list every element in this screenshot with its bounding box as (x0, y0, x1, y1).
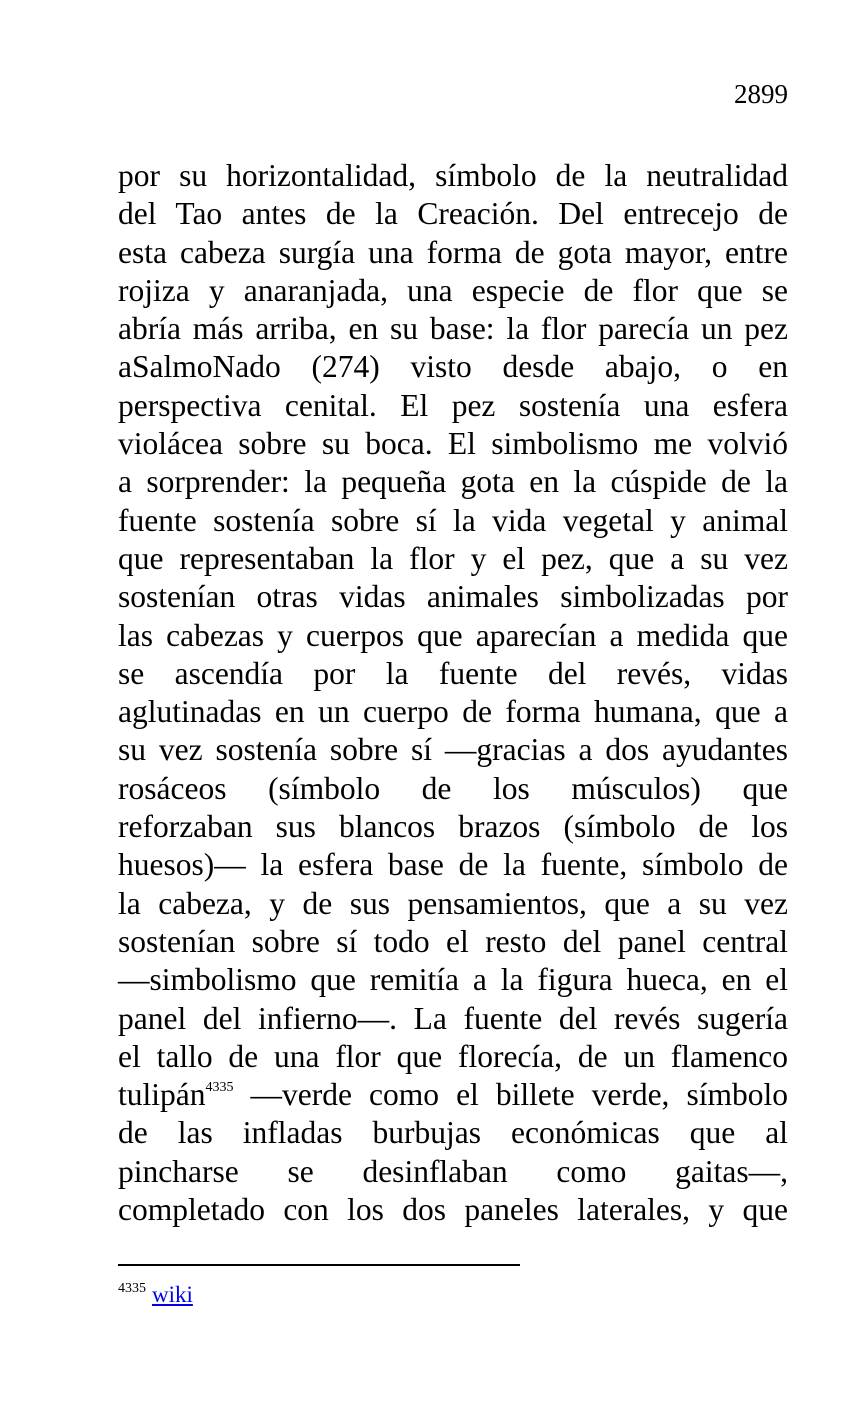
paragraph-line: huesos)— la esfera base de la fuente, símbolo de (118, 847, 788, 883)
paragraph-line: fuente sostenía sobre sí la vida vegetal y animal (118, 502, 788, 538)
paragraph-line: a sorprender: la pequeña gota en la cúspide de la (118, 464, 788, 500)
paragraph-lines-before-footnote-ref (118, 157, 788, 1076)
paragraph-line: perspectiva cenital. El pez sostenía una esfera (118, 387, 788, 423)
paragraph-line: completado con los dos paneles laterales, y que (118, 1192, 788, 1228)
ref-line-end: —verde como el billete verde, símbolo (233, 1077, 788, 1113)
paragraph-line: reforzaban sus blancos brazos (símbolo de los (118, 809, 788, 845)
paragraph-line: violácea sobre su boca. El simbolismo me volvió (118, 426, 788, 462)
paragraph-line: por su horizontalidad, símbolo de la neutralidad (118, 158, 788, 193)
page-number: 2899 (734, 79, 788, 109)
footnote-separator (118, 1264, 520, 1266)
footnote (118, 1280, 193, 1310)
paragraph-line: abría más arriba, en su base: la flor parecía un pez (118, 311, 788, 347)
paragraph-line: pincharse se desinflaban como gaitas—, (118, 1153, 788, 1189)
paragraph-line: las cabezas y cuerpos que aparecían a medida que (118, 617, 788, 653)
paragraph-line: aSalmoNado (274) visto desde abajo, o en (118, 349, 788, 385)
paragraph-line: —simbolismo que remitía a la figura hueca, en el (118, 962, 788, 998)
paragraph-line: que representaban la flor y el pez, que a su vez (118, 540, 788, 576)
paragraph-line: aglutinadas en un cuerpo de forma humana, que a (118, 694, 788, 730)
body-paragraph (118, 157, 788, 1229)
paragraph-line: su vez sostenía sobre sí —gracias a dos ayudantes (118, 732, 788, 768)
paragraph-line-with-footnote-ref (118, 1076, 788, 1114)
paragraph-line: el tallo de una flor que florecía, de un flamenco (118, 1038, 788, 1074)
paragraph-line: la cabeza, y de sus pensamientos, que a su vez (118, 885, 788, 921)
paragraph-line: panel del infierno—. La fuente del revés sugería (118, 1000, 788, 1036)
paragraph-line: esta cabeza surgía una forma de gota mayor, entre (118, 234, 788, 270)
footnote-reference[interactable]: 4335 (205, 1080, 234, 1096)
footnote-marker: 4335 (118, 1281, 146, 1296)
paragraph-line: sostenían otras vidas animales simbolizadas por (118, 579, 788, 615)
paragraph-line: rosáceos (símbolo de los músculos) que (118, 770, 788, 806)
paragraph-line: sostenían sobre sí todo el resto del panel central (118, 923, 788, 959)
paragraph-line: se ascendía por la fuente del revés, vidas (118, 655, 788, 691)
ref-line-start: tulipán (118, 1077, 206, 1113)
paragraph-lines-after-footnote-ref (118, 1114, 788, 1229)
paragraph-line: del Tao antes de la Creación. Del entrecejo de (118, 196, 788, 232)
paragraph-line: rojiza y anaranjada, una especie de flor que se (118, 272, 788, 308)
footnote-wiki-link[interactable]: wiki (152, 1282, 193, 1307)
paragraph-line: de las infladas burbujas económicas que al (118, 1115, 788, 1151)
